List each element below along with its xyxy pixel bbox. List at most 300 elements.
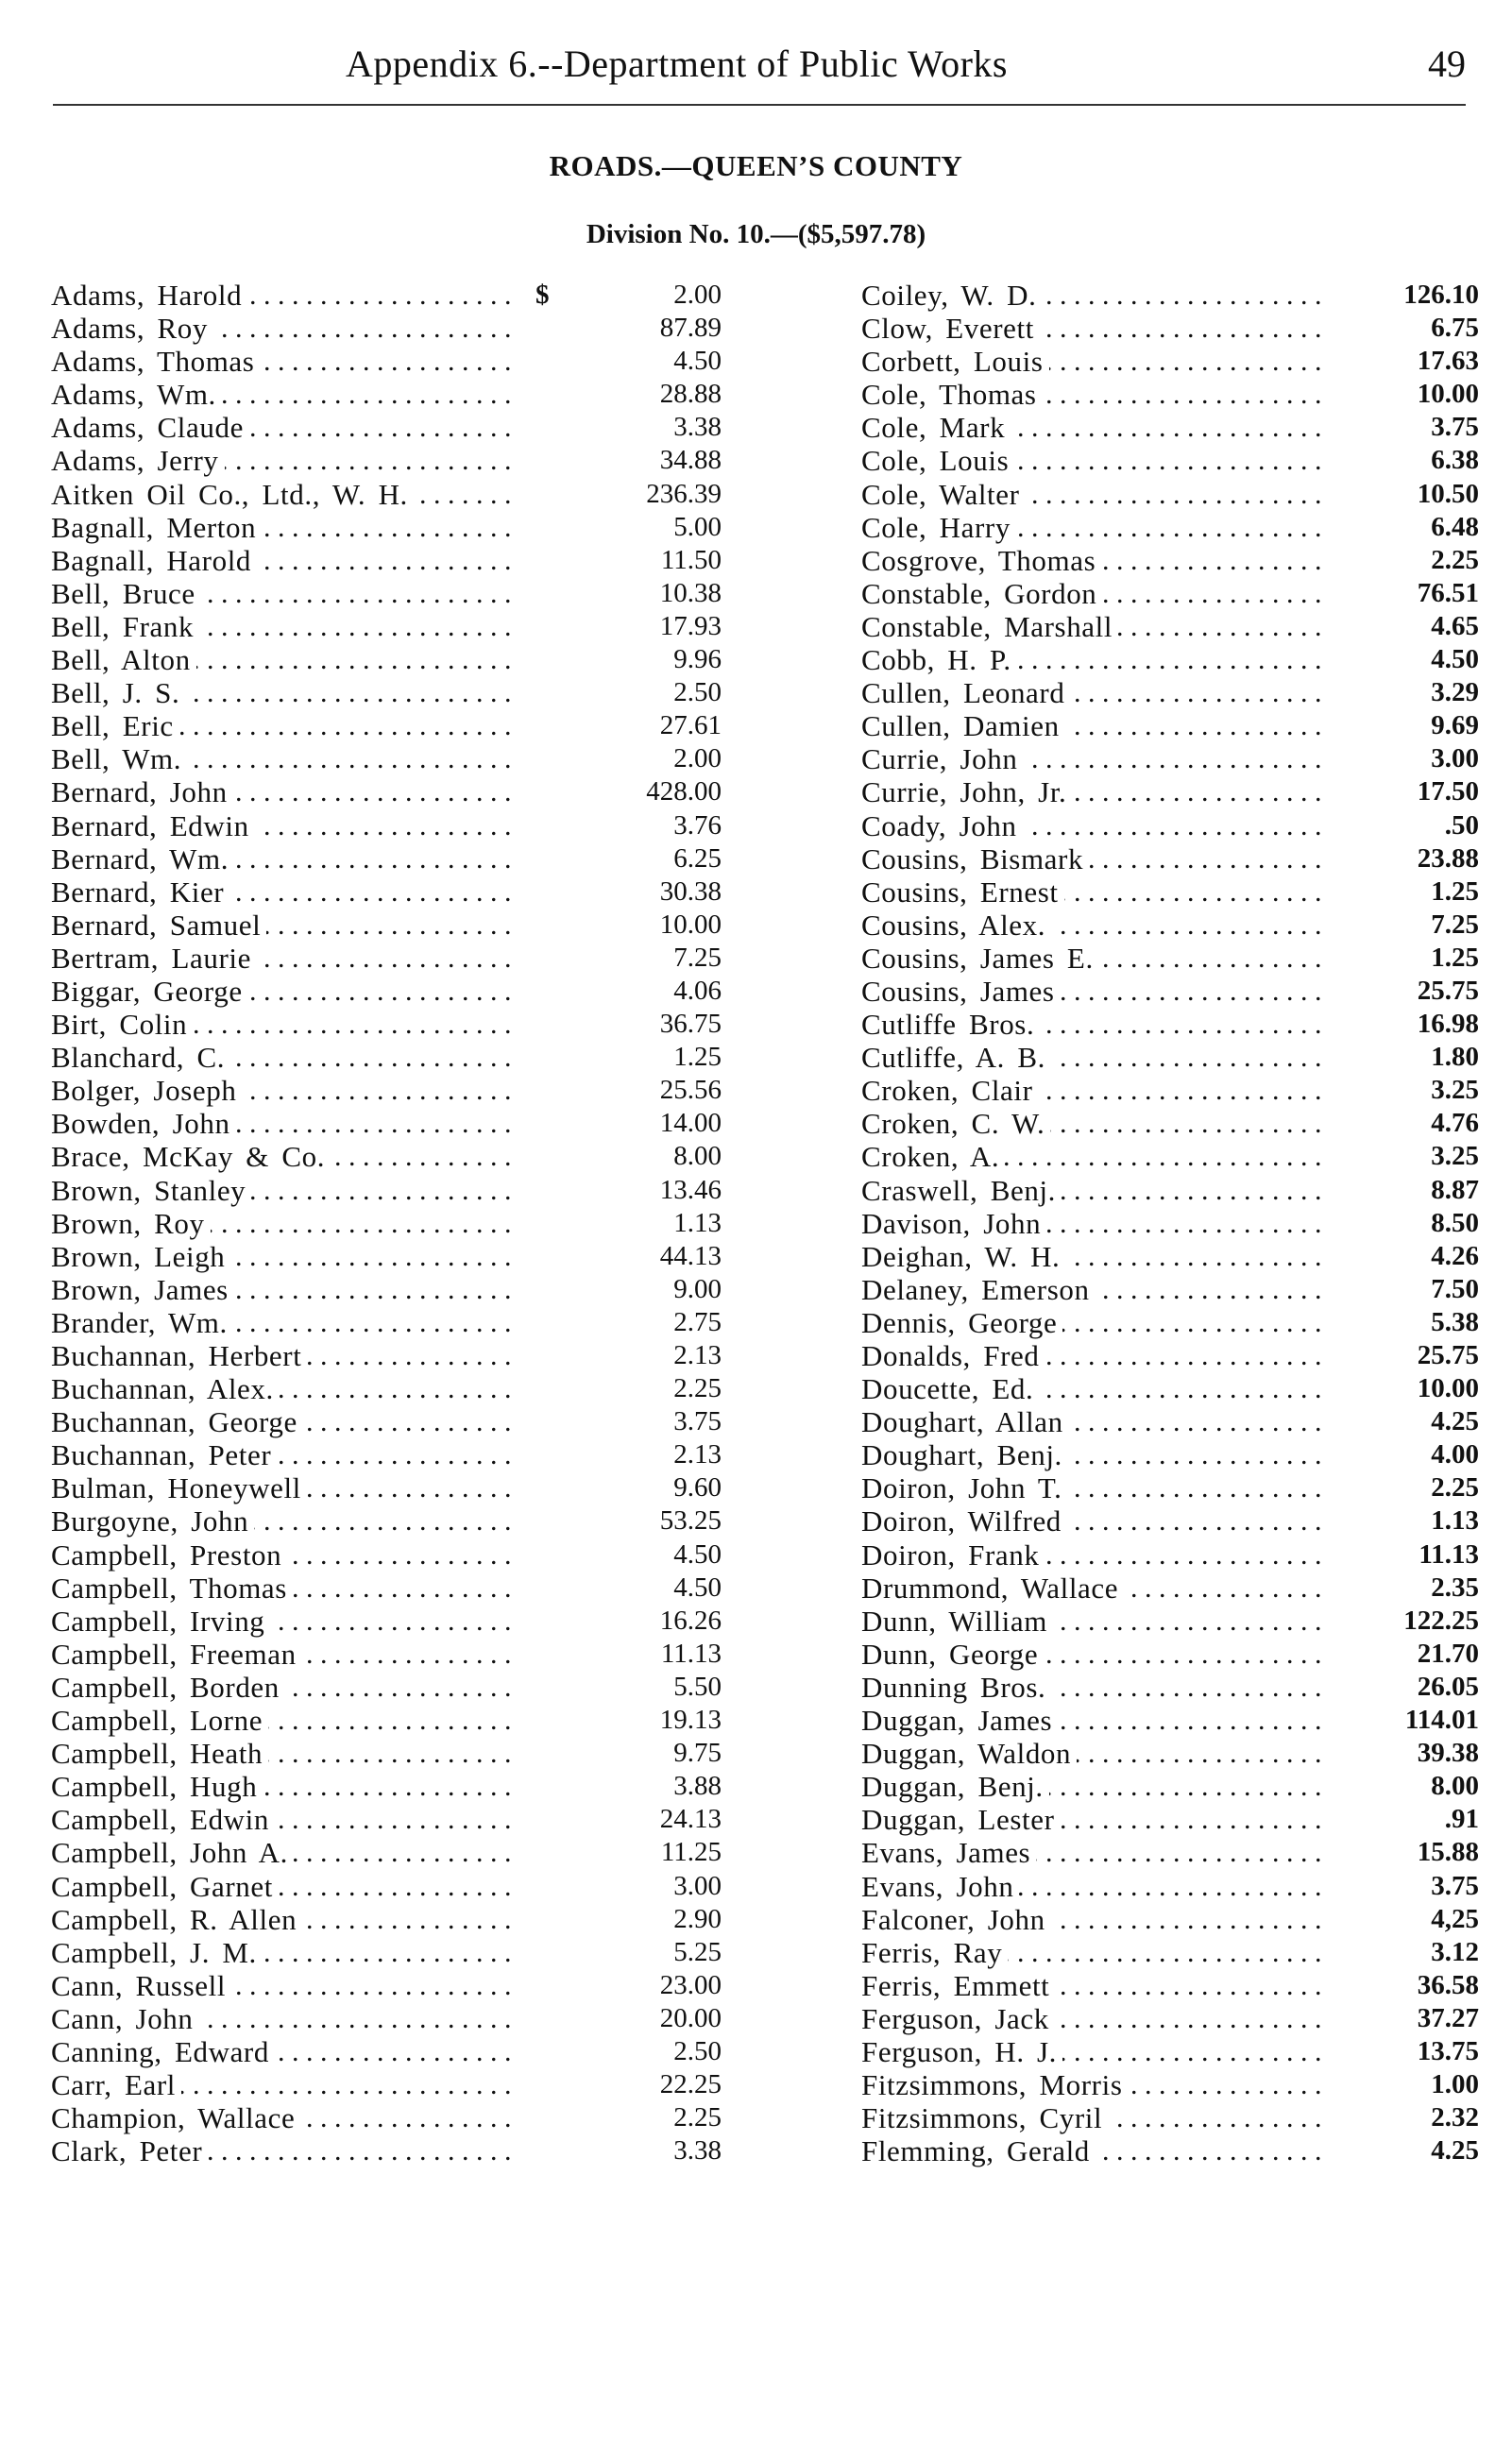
list-item <box>861 1803 1479 1836</box>
list-item <box>861 909 1479 942</box>
payment-amount: 23.88 <box>1417 842 1479 874</box>
list-item <box>51 1206 722 1240</box>
payee-name: Campbell, Thomas <box>51 1571 287 1605</box>
list-item <box>51 1770 722 1804</box>
payment-amount: 8.50 <box>1431 1207 1479 1238</box>
list-item <box>861 1405 1479 1438</box>
payee-name: Adams, Claude <box>51 411 244 445</box>
payee-name: Cousins, James <box>861 974 1055 1008</box>
payment-amount: 9.75 <box>673 1738 722 1769</box>
payment-amount: .91 <box>1444 1804 1479 1835</box>
payee-name: Clark, Peter <box>51 2134 203 2168</box>
list-item <box>51 1637 722 1671</box>
payee-name: Campbell, John A. <box>51 1836 288 1870</box>
list-item <box>51 1836 722 1870</box>
list-item <box>861 1041 1479 1074</box>
payment-amount: 114.01 <box>1404 1705 1479 1736</box>
payment-amount: 2.32 <box>1431 2102 1479 2133</box>
list-item <box>861 975 1479 1008</box>
list-item <box>51 709 722 743</box>
payee-name: Brown, Stanley <box>51 1173 246 1207</box>
payee-name: Duggan, James <box>861 1704 1053 1738</box>
list-item <box>51 1604 722 1638</box>
list-item <box>51 742 722 776</box>
payee-name: Doiron, John T. <box>861 1471 1062 1505</box>
list-item <box>51 1504 722 1538</box>
list-item <box>861 709 1479 742</box>
payee-name: Buchannan, Herbert <box>51 1339 302 1372</box>
payment-amount: 10.50 <box>1417 478 1479 509</box>
list-item <box>861 345 1479 378</box>
list-item <box>861 2101 1479 2134</box>
payee-name: Adams, Jerry <box>51 444 219 478</box>
payee-name: Constable, Gordon <box>861 576 1097 610</box>
payee-name: Duggan, Waldon <box>861 1737 1072 1771</box>
payment-amount: 7.25 <box>1431 909 1479 940</box>
payee-name: Ferris, Emmett <box>861 1968 1050 2002</box>
list-item <box>861 1704 1479 1737</box>
payment-amount: 2.25 <box>1431 1472 1479 1504</box>
payee-name: Currie, John <box>861 742 1018 776</box>
division-title: Division No. 10.—($5,597.78) <box>586 219 926 249</box>
payee-name: Cosgrove, Thomas <box>861 543 1096 577</box>
payment-amount: 3.38 <box>673 2135 722 2167</box>
payee-name: Brown, Leigh <box>51 1239 226 1273</box>
payment-amount: 9.69 <box>1431 710 1479 741</box>
payment-amount: 10.38 <box>659 577 722 608</box>
payment-amount: 13.75 <box>1417 2035 1479 2066</box>
payee-name: Cole, Mark <box>861 411 1006 445</box>
payee-name: Croken, C. W. <box>861 1107 1045 1141</box>
payee-name: Cole, Thomas <box>861 378 1037 412</box>
payee-name: Doughart, Allan <box>861 1405 1063 1439</box>
payment-amount: 2.00 <box>673 280 722 310</box>
list-item <box>51 1074 722 1108</box>
payee-name: Delaney, Emerson <box>861 1272 1090 1306</box>
list-item <box>861 279 1479 312</box>
payment-amount: 122.25 <box>1403 1605 1479 1636</box>
running-title: Appendix 6.--Department of Public Works <box>346 42 1008 85</box>
payee-name: Cousins, Alex. <box>861 908 1046 942</box>
list-item <box>51 1737 722 1771</box>
list-item <box>51 2134 722 2168</box>
payment-amount: 11.13 <box>660 1638 722 1669</box>
payment-amount: 6.25 <box>673 842 722 874</box>
payment-amount: 1.00 <box>1431 2069 1479 2100</box>
payment-amount: 26.05 <box>1417 1671 1479 1702</box>
payee-name: Blanchard, C. <box>51 1041 226 1075</box>
payee-name: Ferguson, Jack <box>861 2001 1049 2035</box>
payment-amount: 2.25 <box>673 2102 722 2133</box>
list-item <box>51 1041 722 1075</box>
list-item <box>51 1869 722 1903</box>
payee-name: Duggan, Benj. <box>861 1770 1044 1804</box>
payee-name: Cole, Walter <box>861 477 1020 511</box>
payment-amount: 4.50 <box>673 1538 722 1570</box>
list-item <box>51 2001 722 2035</box>
list-item <box>51 378 722 412</box>
payment-amount: 2.00 <box>673 743 722 774</box>
payee-name: Bell, Wm. <box>51 742 182 776</box>
list-item <box>861 1870 1479 1903</box>
list-item <box>51 643 722 677</box>
list-item <box>861 1504 1479 1538</box>
payee-name: Bell, Bruce <box>51 576 195 610</box>
payment-amount: 25.56 <box>659 1075 722 1106</box>
list-item <box>861 875 1479 909</box>
payee-name: Cullen, Leonard <box>861 676 1065 710</box>
payment-amount: 16.98 <box>1417 1009 1479 1040</box>
payment-amount: 6.38 <box>1431 445 1479 476</box>
payee-name: Cousins, Ernest <box>861 875 1059 909</box>
list-item <box>51 510 722 544</box>
payee-name: Campbell, Preston <box>51 1538 282 1572</box>
list-item <box>861 610 1479 643</box>
payee-name: Coady, John <box>861 808 1017 842</box>
payment-amount: 1.25 <box>1431 875 1479 907</box>
list-item <box>861 312 1479 345</box>
payment-amount: 2.13 <box>673 1439 722 1470</box>
payee-name: Champion, Wallace <box>51 2101 296 2135</box>
list-item <box>861 2134 1479 2167</box>
payee-name: Adams, Roy <box>51 312 208 346</box>
payee-name: Croken, Clair <box>861 1074 1033 1108</box>
payee-name: Bolger, Joseph <box>51 1074 237 1108</box>
list-item <box>51 2101 722 2135</box>
payee-name: Duggan, Lester <box>861 1803 1055 1837</box>
list-item <box>861 1306 1479 1339</box>
payment-amount: 2.13 <box>673 1340 722 1370</box>
payee-name: Birt, Colin <box>51 1008 188 1042</box>
payment-amount: 4.25 <box>1431 1406 1479 1437</box>
payee-name: Campbell, Hugh <box>51 1770 258 1804</box>
payment-amount: 2.25 <box>673 1373 722 1404</box>
payment-amount: 1.25 <box>1431 942 1479 973</box>
payment-amount: 34.88 <box>659 445 722 476</box>
list-item <box>861 1372 1479 1405</box>
payment-amount: 3.76 <box>673 809 722 841</box>
payee-name: Donalds, Fred <box>861 1339 1040 1372</box>
payment-amount: 6.48 <box>1431 511 1479 542</box>
payment-amount: 5.38 <box>1431 1306 1479 1337</box>
payment-amount: 44.13 <box>659 1240 722 1271</box>
payment-amount: 4,25 <box>1431 1903 1479 1934</box>
list-item <box>861 742 1479 775</box>
payment-amount: 7.50 <box>1431 1273 1479 1304</box>
list-item <box>861 1969 1479 2002</box>
payee-name: Cullen, Damien <box>861 709 1060 743</box>
payee-name: Campbell, Irving <box>51 1604 265 1638</box>
section-title: ROADS.—QUEEN’S COUNTY <box>549 149 963 182</box>
payment-amount: 17.93 <box>659 610 722 641</box>
payee-name: Bernard, Kier <box>51 875 225 909</box>
list-item <box>861 942 1479 975</box>
list-item <box>861 2068 1479 2101</box>
payee-name: Adams, Harold <box>51 279 243 312</box>
list-item <box>51 1107 722 1141</box>
list-item <box>51 875 722 909</box>
payment-amount: 76.51 <box>1417 577 1479 608</box>
list-item <box>51 2068 722 2102</box>
list-item <box>51 1571 722 1605</box>
payment-amount: 5.25 <box>673 1936 722 1967</box>
list-item <box>861 378 1479 411</box>
payment-amount: 8.00 <box>1431 1771 1479 1802</box>
payee-name: Brander, Wm. <box>51 1305 228 1339</box>
list-item <box>861 842 1479 875</box>
payment-amount: 3.75 <box>1431 1870 1479 1901</box>
payee-name: Bertram, Laurie <box>51 941 251 975</box>
list-item <box>861 1605 1479 1638</box>
list-item <box>51 1140 722 1174</box>
payee-name: Evans, John <box>861 1869 1014 1903</box>
payment-amount: 11.25 <box>660 1837 722 1868</box>
payment-amount: 20.00 <box>659 2002 722 2033</box>
payment-amount: 19.13 <box>659 1705 722 1736</box>
right-column <box>861 279 1479 2167</box>
payment-amount: 4.00 <box>1431 1439 1479 1470</box>
payee-name: Campbell, R. Allen <box>51 1902 297 1936</box>
payment-amount: 4.26 <box>1431 1240 1479 1271</box>
payee-name: Craswell, Benj. <box>861 1173 1056 1207</box>
payee-name: Bernard, Edwin <box>51 808 249 842</box>
payment-amount: 8.87 <box>1431 1174 1479 1205</box>
payee-name: Cobb, H. P. <box>861 643 1011 677</box>
currency-symbol: $ <box>535 280 550 310</box>
payment-amount: 3.38 <box>673 412 722 443</box>
header-rule <box>53 104 1466 106</box>
payment-amount: 4.25 <box>1431 2135 1479 2167</box>
payee-name: Campbell, J. M. <box>51 1935 257 1969</box>
list-item <box>861 1438 1479 1471</box>
payee-name: Cutliffe Bros. <box>861 1008 1035 1042</box>
payment-amount: 10.00 <box>659 909 722 940</box>
payee-name: Drummond, Wallace <box>861 1571 1119 1605</box>
payment-amount: 25.75 <box>1417 975 1479 1006</box>
list-item <box>51 345 722 379</box>
payee-name: Bernard, Samuel <box>51 908 262 942</box>
list-item <box>861 1471 1479 1504</box>
payment-amount: 2.35 <box>1431 1572 1479 1603</box>
payee-name: Campbell, Garnet <box>51 1869 273 1903</box>
payee-name: Campbell, Heath <box>51 1737 263 1771</box>
payee-name: Falconer, John <box>861 1902 1045 1936</box>
payee-name: Dennis, George <box>861 1305 1058 1339</box>
payment-amount: .50 <box>1444 809 1479 841</box>
payment-amount: 236.39 <box>646 478 722 509</box>
payee-name: Bagnall, Harold <box>51 543 252 577</box>
list-item <box>861 643 1479 676</box>
payee-name: Cutliffe, A. B. <box>861 1041 1045 1075</box>
list-item <box>861 478 1479 511</box>
payee-name: Bowden, John <box>51 1107 230 1141</box>
list-item <box>861 1074 1479 1107</box>
list-item <box>51 477 722 511</box>
payment-amount: 37.27 <box>1417 2002 1479 2033</box>
list-item <box>861 1572 1479 1605</box>
payment-amount: 4.65 <box>1431 610 1479 641</box>
payment-amount: 9.00 <box>673 1273 722 1304</box>
payment-amount: 7.25 <box>673 942 722 973</box>
payment-amount: 17.50 <box>1417 776 1479 807</box>
payee-name: Biggar, George <box>51 974 243 1008</box>
payee-name: Dunn, George <box>861 1637 1039 1671</box>
list-item <box>51 609 722 643</box>
payee-name: Burgoyne, John <box>51 1504 249 1538</box>
payee-name: Campbell, Freeman <box>51 1637 297 1671</box>
payment-amount: 4.06 <box>673 975 722 1006</box>
payment-amount: 10.00 <box>1417 1373 1479 1404</box>
payee-name: Bernard, Wm. <box>51 841 229 875</box>
list-item <box>51 974 722 1008</box>
payment-amount: 5.00 <box>673 511 722 542</box>
list-item <box>861 1770 1479 1803</box>
payment-amount: 3.25 <box>1431 1075 1479 1106</box>
payment-amount: 3.29 <box>1431 677 1479 708</box>
payment-amount: 428.00 <box>646 776 722 807</box>
payment-amount: 126.10 <box>1403 280 1479 310</box>
payment-amount: 6.75 <box>1431 313 1479 344</box>
payment-amount: 27.61 <box>659 710 722 741</box>
payment-amount: 53.25 <box>659 1505 722 1537</box>
list-item <box>51 576 722 610</box>
payment-amount: 9.60 <box>673 1472 722 1504</box>
payee-name: Dunn, William <box>861 1604 1047 1638</box>
payee-name: Bulman, Honeywell <box>51 1471 301 1505</box>
payee-name: Bell, J. S. <box>51 676 180 710</box>
list-item <box>51 2034 722 2068</box>
payment-amount: 15.88 <box>1417 1837 1479 1868</box>
payee-name: Canning, Edward <box>51 2034 269 2068</box>
list-item <box>861 809 1479 842</box>
payee-name: Brace, McKay & Co. <box>51 1140 326 1174</box>
payee-name: Fitzsimmons, Cyril <box>861 2101 1103 2135</box>
payment-amount: 2.50 <box>673 677 722 708</box>
list-item <box>861 1174 1479 1207</box>
payment-amount: 3.00 <box>673 1870 722 1901</box>
list-item <box>861 2002 1479 2035</box>
payment-amount: 36.75 <box>659 1009 722 1040</box>
payment-amount: 4.76 <box>1431 1108 1479 1139</box>
payment-amount: 9.96 <box>673 644 722 675</box>
list-item <box>861 1638 1479 1671</box>
list-item <box>51 1372 722 1406</box>
payment-amount: 4.50 <box>673 346 722 377</box>
payment-amount: 2.50 <box>673 2035 722 2066</box>
payee-name: Davison, John <box>861 1206 1042 1240</box>
list-item <box>51 312 722 346</box>
payment-amount: 8.00 <box>673 1141 722 1172</box>
list-item <box>51 1902 722 1936</box>
list-item <box>51 1438 722 1472</box>
payee-name: Croken, A. <box>861 1140 1000 1174</box>
list-item <box>861 1903 1479 1936</box>
payee-name: Bagnall, Merton <box>51 510 257 544</box>
payment-amount: 14.00 <box>659 1108 722 1139</box>
list-item <box>51 543 722 577</box>
list-item <box>861 1107 1479 1140</box>
payee-name: Bernard, John <box>51 775 228 809</box>
payment-amount: 2.90 <box>673 1903 722 1934</box>
payee-name: Evans, James <box>861 1836 1031 1870</box>
list-item <box>861 1671 1479 1704</box>
payment-amount: 24.13 <box>659 1804 722 1835</box>
list-item <box>861 444 1479 477</box>
payee-name: Bell, Alton <box>51 643 191 677</box>
list-item <box>861 1207 1479 1240</box>
left-column <box>51 279 722 2168</box>
list-item <box>861 2035 1479 2068</box>
payee-name: Cousins, James E. <box>861 941 1094 975</box>
list-item <box>861 1140 1479 1173</box>
list-item <box>51 1670 722 1704</box>
payment-amount: 25.75 <box>1417 1340 1479 1370</box>
payment-amount: 21.70 <box>1417 1638 1479 1669</box>
list-item <box>51 808 722 842</box>
list-item <box>861 511 1479 544</box>
list-item <box>51 1405 722 1439</box>
list-item <box>51 1008 722 1042</box>
payee-name: Ferguson, H. J. <box>861 2034 1058 2068</box>
payee-name: Campbell, Edwin <box>51 1803 269 1837</box>
payment-amount: 3.75 <box>1431 412 1479 443</box>
payee-name: Buchannan, George <box>51 1405 297 1439</box>
payee-name: Doughart, Benj. <box>861 1438 1062 1472</box>
list-item <box>51 411 722 445</box>
payee-name: Brown, Roy <box>51 1206 205 1240</box>
payment-amount: 3.25 <box>1431 1141 1479 1172</box>
list-item <box>51 1239 722 1273</box>
payment-amount: 36.58 <box>1417 1969 1479 2000</box>
list-item <box>861 1008 1479 1041</box>
payment-amount: 3.12 <box>1431 1936 1479 1967</box>
payee-name: Brown, James <box>51 1272 229 1306</box>
list-item <box>51 1173 722 1207</box>
list-item <box>51 908 722 942</box>
payee-name: Constable, Marshall <box>861 609 1113 643</box>
payment-amount: 2.25 <box>1431 544 1479 575</box>
page-number: 49 <box>1428 42 1466 85</box>
list-item <box>51 444 722 478</box>
list-item <box>51 1471 722 1505</box>
payment-amount: 87.89 <box>659 313 722 344</box>
page-header <box>346 42 1466 98</box>
payee-name: Carr, Earl <box>51 2068 176 2102</box>
list-item <box>51 841 722 875</box>
payee-name: Doiron, Frank <box>861 1538 1040 1572</box>
list-item <box>861 1936 1479 1969</box>
payment-amount: 28.88 <box>659 379 722 410</box>
payee-name: Bell, Frank <box>51 609 195 643</box>
list-item <box>861 411 1479 444</box>
payment-amount: 1.13 <box>673 1207 722 1238</box>
payment-amount: 30.38 <box>659 875 722 907</box>
payment-amount: 13.46 <box>659 1174 722 1205</box>
payee-name: Campbell, Lorne <box>51 1704 263 1738</box>
list-item <box>861 676 1479 709</box>
payee-name: Doucette, Ed. <box>861 1372 1034 1406</box>
list-item <box>861 1339 1479 1372</box>
payment-amount: 4.50 <box>673 1572 722 1603</box>
list-item <box>861 1836 1479 1869</box>
list-item <box>51 1272 722 1306</box>
payment-amount: 3.75 <box>673 1406 722 1437</box>
payee-name: Cann, Russell <box>51 1968 227 2002</box>
list-item <box>51 1803 722 1837</box>
list-item <box>51 1968 722 2002</box>
payment-amount: 1.25 <box>673 1042 722 1073</box>
list-item <box>861 1737 1479 1770</box>
